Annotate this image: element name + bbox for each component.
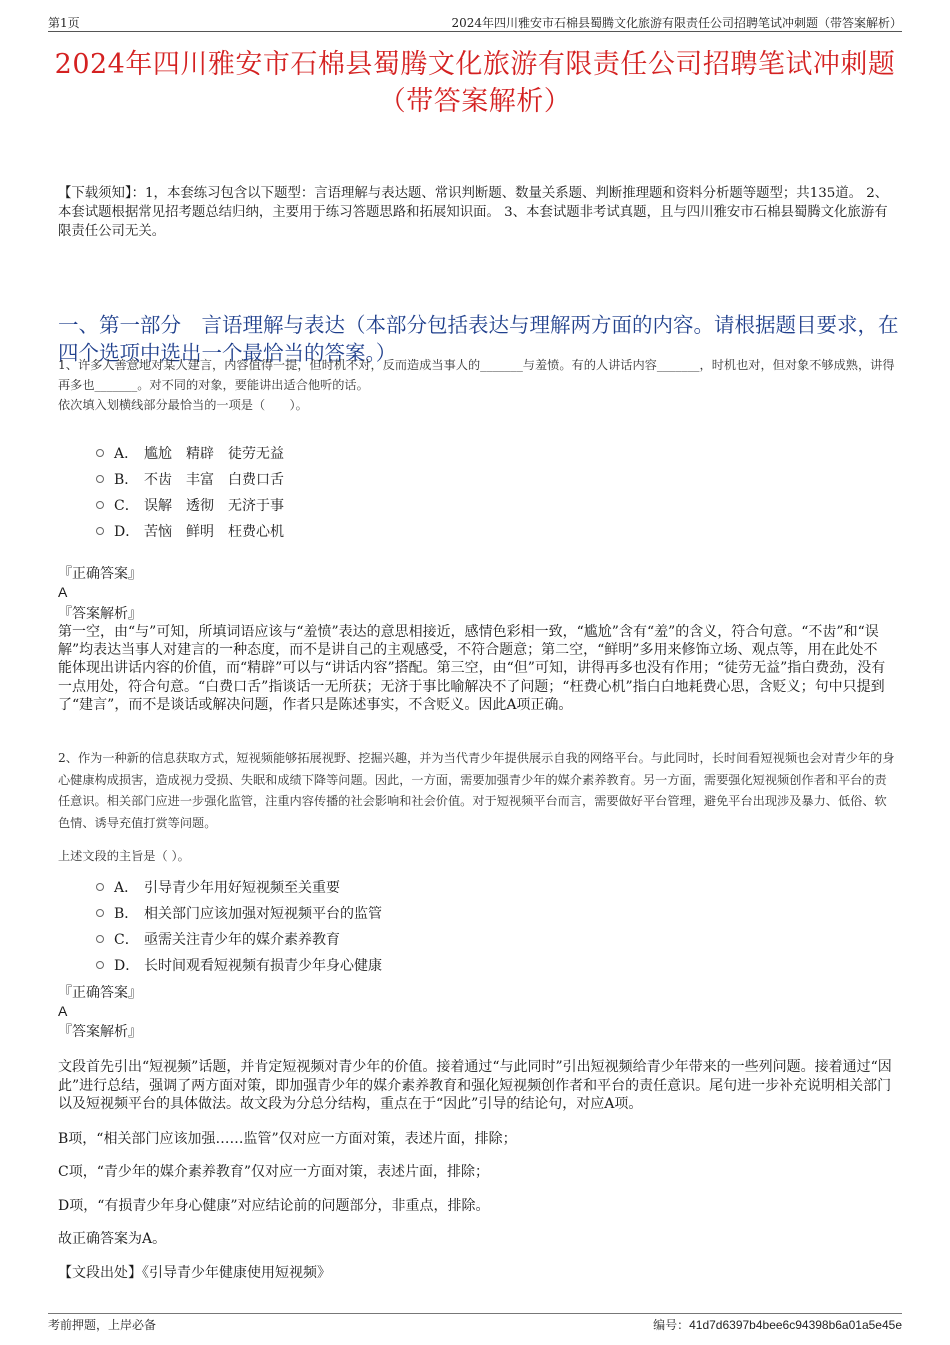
question-1-text: 1、许多人善意地对某人建言，内容值得一提，但时机不对，反而造成当事人的_______与羞愤。有的人讲话内容_______，时机也对，但对象不够成熟，讲得再多也_______。对不同的对象，要能讲出适合他听的话。 <box>58 358 895 392</box>
q2-analysis: 文段首先引出“短视频”话题，并肯定短视频对青少年的价值。接着通过“与此同时”引出短视频给青少年带来的一些列问题。接着通过“因此”进行总结，强调了两方面对策，即加强青少年的媒介素养教育和强化短视频创作者和平台的责任意识。尾句进一步补充说明相关部门以及短视频平台的具体做法。故文段为分总分结构，重点在于“因此”引导的结论句，对应A项。 <box>58 1059 892 1112</box>
footer-slogan: 考前押题，上岸必备 <box>48 1318 157 1332</box>
q2-answer-label: 『正确答案』 <box>58 985 142 1001</box>
q1-answer-label: 『正确答案』 <box>58 566 142 582</box>
q2-conclusion: 故正确答案为A。 <box>58 1231 167 1247</box>
radio-icon[interactable] <box>96 475 104 483</box>
radio-icon[interactable] <box>96 501 104 509</box>
q1-analysis-label: 『答案解析』 <box>58 606 142 622</box>
document-title: 2024年四川雅安市石棉县蜀腾文化旅游有限责任公司招聘笔试冲刺题（带答案解析） <box>54 49 896 117</box>
radio-icon[interactable] <box>96 961 104 969</box>
page-header <box>48 10 902 32</box>
footer-code: 编号：41d7d6397b4bee6c94398b6a01a5e45e <box>653 1318 902 1332</box>
q2-option-a[interactable]: A． 引导青少年用好短视频至关重要 <box>96 874 382 900</box>
q1-option-c[interactable]: C． 误解 透彻 无济于事 <box>96 492 284 518</box>
q1-answer: A <box>58 584 68 600</box>
radio-icon[interactable] <box>96 449 104 457</box>
q2-source: 【文段出处】《引导青少年健康使用短视频》 <box>58 1265 331 1281</box>
page-number: 第1页 <box>48 16 80 30</box>
q1-analysis: 第一空，由“与”可知，所填词语应该与“羞愤”表达的意思相接近，感情色彩相一致，“尴尬”含有“羞”的含义，符合句意。“不齿”和“误解”均表达当事人对建言的一种态度，而不是讲自己的主观感受，不符合题意；第二空，“鲜明”多用来修饰立场、观点等，用在此处不能体现出讲话内容的价值，而“精辟”可以与“讲话内容”搭配。第三空，由“但”可知，讲得再多也没有作用；“徒劳无益”指白费劲，没有一点用处，符合句意。“白费口舌”指谈话一无所获；无济于事比喻解决不了问题；“枉费心机”指白白地耗费心思，含贬义；句中只提到了“建言”，而不是谈话或解决问题，作者只是陈述事实，不含贬义。因此A项正确。 <box>58 624 886 713</box>
question-2-prompt: 上述文段的主旨是（ ）。 <box>58 849 190 863</box>
radio-icon[interactable] <box>96 527 104 535</box>
header-doc-title: 2024年四川雅安市石棉县蜀腾文化旅游有限责任公司招聘笔试冲刺题（带答案解析） <box>451 16 902 30</box>
radio-icon[interactable] <box>96 935 104 943</box>
question-2-options <box>96 874 382 978</box>
radio-icon[interactable] <box>96 883 104 891</box>
question-1-options <box>96 440 284 544</box>
question-1-stem <box>58 355 898 415</box>
q2-option-c-note: C项，“青少年的媒介素养教育”仅对应一方面对策，表述片面，排除； <box>58 1164 490 1180</box>
q1-option-b[interactable]: B． 不齿 丰富 白费口舌 <box>96 466 284 492</box>
q2-analysis-label: 『答案解析』 <box>58 1024 142 1040</box>
q2-option-d-note: D项，“有损青少年身心健康”对应结论前的问题部分，非重点，排除。 <box>58 1198 490 1214</box>
q2-option-c[interactable]: C． 亟需关注青少年的媒介素养教育 <box>96 926 382 952</box>
radio-icon[interactable] <box>96 909 104 917</box>
q1-option-a[interactable]: A． 尴尬 精辟 徒劳无益 <box>96 440 284 466</box>
q2-answer: A <box>58 1003 68 1019</box>
question-2-text: 2、作为一种新的信息获取方式，短视频能够拓展视野、挖掘兴趣，并为当代青少年提供展示自我的网络平台。与此同时，长时间看短视频也会对青少年的身心健康构成损害，造成视力受损、失眠和成绩下降等问题。因此，一方面，需要加强青少年的媒介素养教育。另一方面，需要强化短视频创作者和平台的责任意识。相关部门应进一步强化监管，注重内容传播的社会影响和社会价值。对于短视频平台而言，需要做好平台管理，避免平台出现涉及暴力、低俗、软色情、诱导充值打赏等问题。 <box>58 751 895 830</box>
q2-option-b[interactable]: B． 相关部门应该加强对短视频平台的监管 <box>96 900 382 926</box>
q2-option-d[interactable]: D． 长时间观看短视频有损青少年身心健康 <box>96 952 382 978</box>
footer-divider <box>48 1313 902 1314</box>
header-divider <box>48 31 902 32</box>
q2-option-b-note: B项，“相关部门应该加强……监管”仅对应一方面对策，表述片面，排除； <box>58 1131 517 1147</box>
q1-option-d[interactable]: D． 苦恼 鲜明 枉费心机 <box>96 518 284 544</box>
question-2-stem <box>58 748 898 868</box>
question-1-prompt: 依次填入划横线部分最恰当的一项是（ ）。 <box>58 398 308 412</box>
download-notice: 【下载须知】：1，本套练习包含以下题型：言语理解与表达题、常识判断题、数量关系题、判断推理题和资料分析题等题型；共135道。 2、本套试题根据常见招考题总结归纳，主要用于练习答题思路和拓展知识面。 3、本套试题非考试真题，且与四川雅安市石棉县蜀腾文化旅游有限责任公司无关。 <box>58 186 889 239</box>
section-heading: 一、第一部分 言语理解与表达（本部分包括表达与理解两方面的内容。请根据题目要求，在四个选项中选出一个最恰当的答案。） <box>58 313 899 365</box>
